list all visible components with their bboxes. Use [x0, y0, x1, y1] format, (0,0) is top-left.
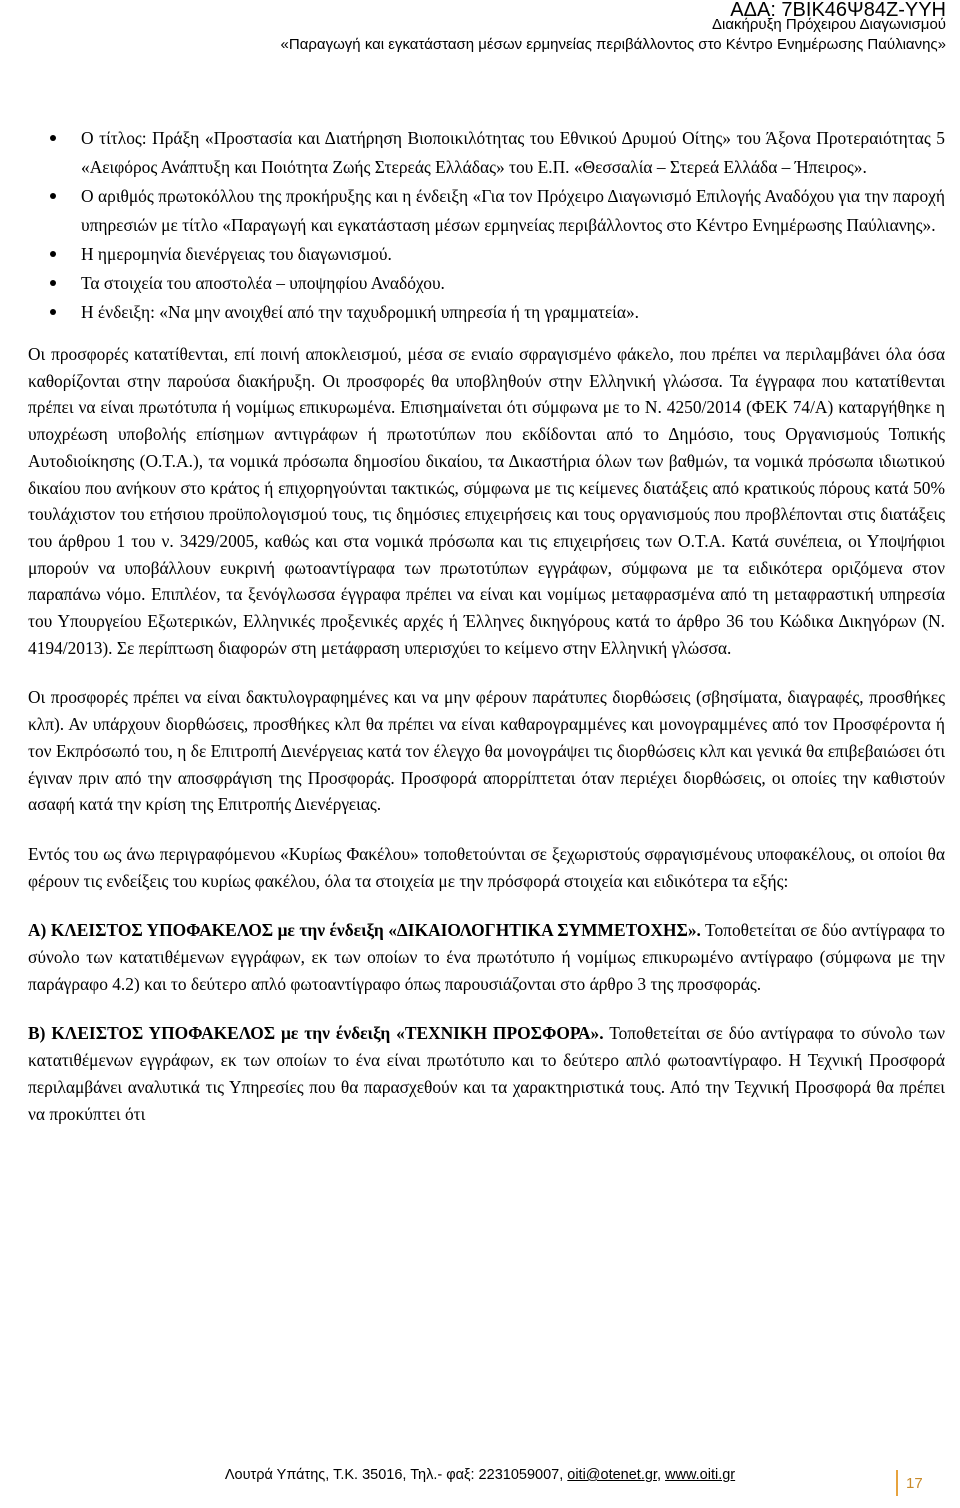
envelope-a-heading: Α) ΚΛΕΙΣΤΟΣ ΥΠΟΦΑΚΕΛΟΣ με την ένδειξη «ΔΙΚΑΙΟΛΟΓΗΤΙΚΑ ΣΥΜΜΕΤΟΧΗΣ».	[28, 920, 701, 941]
document-body	[28, 124, 945, 1127]
page-number: 17	[906, 1475, 923, 1492]
paragraph-sub-envelopes: Εντός του ως άνω περιγραφόμενου «Κυρίως Φακέλου» τοποθετούνται σε ξεχωριστούς σφραγισμένους υποφακέλους, οι οποίοι θα φέρουν τις ενδείξεις του κυρίως φακέλου, όλα τα στοιχεία με την πρόσφορά στοιχεία και ειδικότερα τα εξής:	[28, 843, 945, 891]
paragraph-envelope-b	[28, 1020, 945, 1127]
page-footer	[0, 1468, 960, 1483]
ada-code: ΑΔΑ: 7ΒΙΚ46Ψ84Ζ-ΥΥΗ	[730, 0, 946, 21]
envelope-markings-list	[28, 124, 945, 327]
project-title: «Παραγωγή και εγκατάσταση μέσων ερμηνείας περιβάλλοντος στο Κέντρο Ενημέρωσης Παύλιανης»	[280, 36, 946, 53]
list-item: Ο τίτλος: Πράξη «Προστασία και Διατήρηση Βιοποικιλότητας του Εθνικού Δρυμού Οίτης» του Άξονα Προτεραιότητας 5 «Αειφόρος Ανάπτυξη και Ποιότητα Ζωής Στερεάς Ελλάδας» του Ε.Π. «Θεσσαλία – Στερεά Ελλάδα – Ήπειρος».	[28, 124, 945, 182]
page-number-box	[896, 1470, 944, 1496]
list-item: Η ημερομηνία διενέργειας του διαγωνισμού.	[28, 240, 945, 269]
document-subtitle: Διακήρυξη Πρόχειρου Διαγωνισμού	[712, 16, 946, 33]
list-item: Η ένδειξη: «Να μην ανοιχθεί από την ταχυδρομική υπηρεσία ή τη γραμματεία».	[28, 298, 945, 327]
list-item: Ο αριθμός πρωτοκόλλου της προκήρυξης και η ένδειξη «Για τον Πρόχειρο Διαγωνισμό Επιλογής Αναδόχου για την παροχή υπηρεσιών με τίτλο «Παραγωγή και εγκατάσταση μέσων ερμηνείας περιβάλλοντος στο Κέντρο Ενημέρωσης Παύλιανης».	[28, 182, 945, 240]
paragraph-envelope-a	[28, 917, 945, 997]
envelope-b-heading: Β) ΚΛΕΙΣΤΟΣ ΥΠΟΦΑΚΕΛΟΣ με την ένδειξη «ΤΕΧΝΙΚΗ ΠΡΟΣΦΟΡΑ».	[28, 1023, 604, 1044]
list-item: Τα στοιχεία του αποστολέα – υποψηφίου Αναδόχου.	[28, 269, 945, 298]
footer-web-link[interactable]: www.oiti.gr	[665, 1467, 736, 1483]
footer-separator: ,	[656, 1467, 666, 1483]
paragraph-submission: Οι προσφορές κατατίθενται, επί ποινή αποκλεισμού, μέσα σε ενιαίο σφραγισμένο φάκελο, που πρέπει να περιλαμβάνει όλα όσα καθορίζονται στην παρούσα διακήρυξη. Οι προσφορές θα υποβληθούν στην Ελληνική γλώσσα. Τα έγγραφα που κατατίθενται πρέπει να είναι πρωτότυπα ή νομίμως επικυρωμένα. Επισημαίνεται ότι σύμφωνα με το Ν. 4250/2014 (ΦΕΚ 74/Α) καταργήθηκε η υποχρέωση υποβολής επίσημων αντιγράφων ή πρωτοτύπων που εκδίδονται από το Δημόσιο, τους Οργανισμούς Τοπικής Αυτοδιοίκησης (Ο.Τ.Α.), τα νομικά πρόσωπα δημοσίου δικαίου, τα Δικαστήρια όλων των βαθμών, τα νομικά πρόσωπα ιδιωτικού δικαίου που ανήκουν στο κράτος ή επιχορηγούνται τακτικώς, σύμφωνα με τις κείμενες διατάξεις από κρατικούς πόρους κατά 50% τουλάχιστον του ετήσιου προϋπολογισμού τους, τις δημόσιες επιχειρήσεις και τους οργανισμούς που προβλέπονται στις διατάξεις του άρθρου 1 του ν. 3429/2005, καθώς και στα νομικά πρόσωπα και τις επιχειρήσεις των Ο.Τ.Α. Κατά συνέπεια, οι Υποψήφιοι μπορούν να υποβάλλουν ευκρινή φωτοαντίγραφα των πρωτοτύπων εγγράφων, σύμφωνα με τα ειδικότερα οριζόμενα στον παραπάνω νόμο. Επιπλέον, τα ξενόγλωσσα έγγραφα πρέπει να είναι και νομίμως μεταφρασμένα από τη μεταφραστική υπηρεσία του Υπουργείου Εξωτερικών, Ελληνικές προξενικές αρχές ή Έλληνες δικηγόρους κατά το άρθρο 36 του Κώδικα Δικηγόρων (Ν. 4194/2013). Σε περίπτωση διαφορών στη μετάφραση υπερισχύει το κείμενο στην Ελληνική γλώσσα.	[28, 344, 945, 658]
footer-address: Λουτρά Υπάτης, Τ.Κ. 35016, Τηλ.- φαξ: 2231059007,	[224, 1467, 568, 1483]
envelope-a-text: Τοποθετείται σε δύο αντίγραφα το σύνολο των κατατιθέμενων εγγράφων, εκ των οποίων το ένα πρωτότυπο ή νομίμως επικυρωμένο αντίγραφο (σύμφωνα με την παράγραφο 4.2) και το δεύτερο απλό φωτοαντίγραφο όπως παρουσιάζονται στο άρθρο 3 της προσφοράς.	[28, 920, 946, 994]
envelope-b-text: Τοποθετείται σε δύο αντίγραφα το σύνολο των κατατιθέμενων εγγράφων, εκ των οποίων το ένα είναι πρωτότυπο και το δεύτερο απλό φωτοαντίγραφο. Η Τεχνική Προσφορά περιλαμβάνει αναλυτικά τις Υπηρεσίες που θα παρασχεθούν και τα χαρακτηριστικά τους. Από την Τεχνική Προσφορά θα πρέπει να προκύπτει ότι	[28, 1023, 945, 1124]
page-number-divider	[896, 1470, 898, 1496]
footer-email-link[interactable]: oiti@otenet.gr	[567, 1467, 657, 1483]
paragraph-corrections: Οι προσφορές πρέπει να είναι δακτυλογραφημένες και να μην φέρουν παράτυπες διορθώσεις (σβησίματα, διαγραφές, προσθήκες κλπ). Αν υπάρχουν διορθώσεις, προσθήκες κλπ θα πρέπει να είναι καθαρογραμμένες και μονογραμμένες από τον Προσφέροντα ή τον Εκπρόσωπό του, η δε Επιτροπή Διενέργειας κατά τον έλεγχο θα μονογράψει τις διορθώσεις κλπ και γενικά θα επιβεβαιώσει ότι έγιναν πριν από την αποσφράγιση της Προσφοράς. Προσφορά απορρίπτεται όταν περιέχει διορθώσεις, οι οποίες την καθιστούν ασαφή κατά την κρίση της Επιτροπής Διενέργειας.	[28, 687, 945, 815]
